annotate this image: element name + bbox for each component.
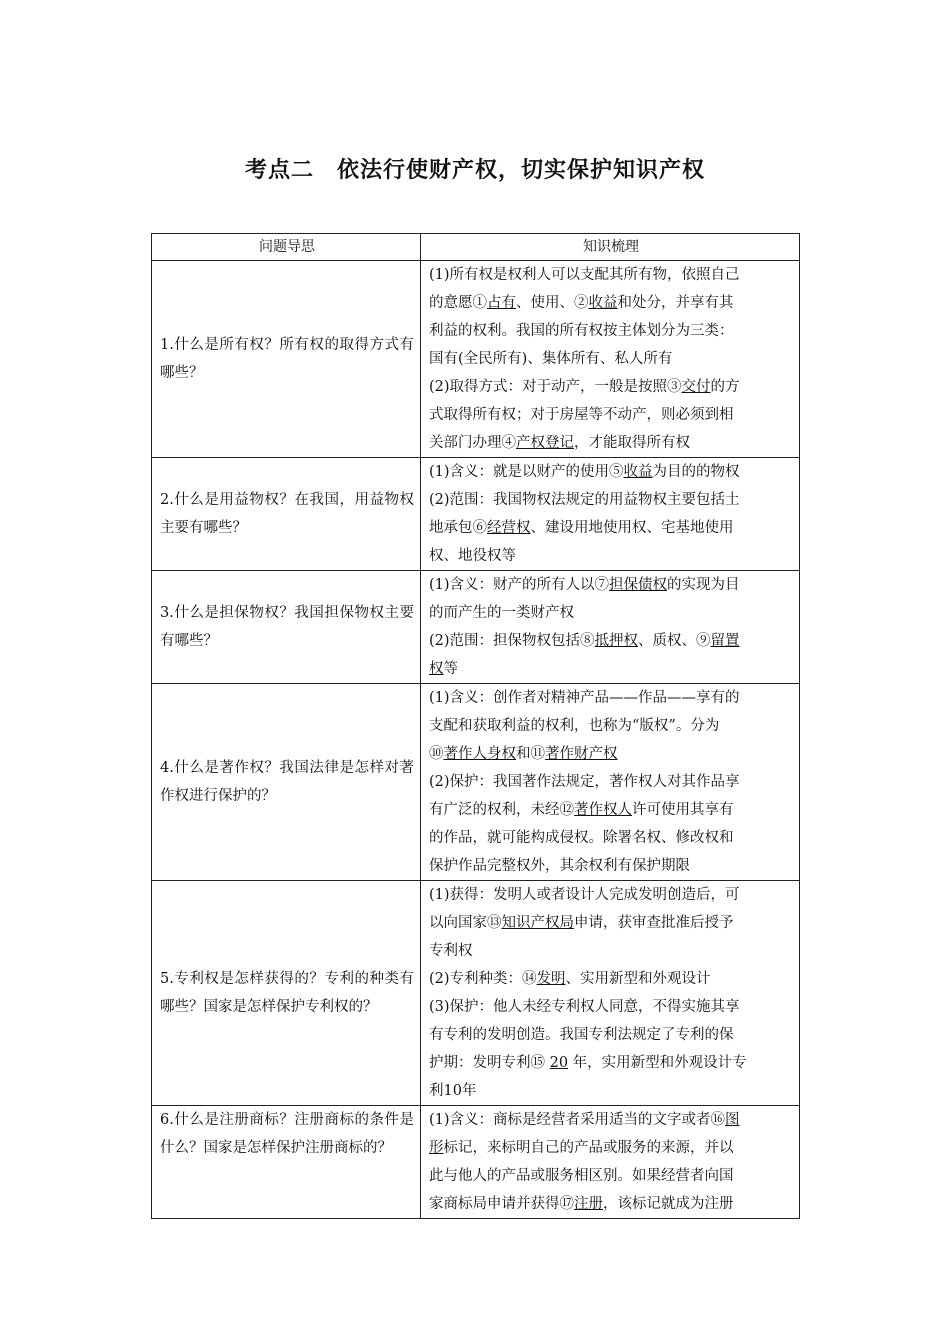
answer-line <box>429 684 793 712</box>
answer-cell <box>421 458 800 571</box>
answer-blank: 知识产权局 <box>501 915 574 931</box>
answer-text: 家商标局申请并获得⑰ <box>429 1196 574 1212</box>
answer-line <box>429 261 793 289</box>
answer-text: 专利权 <box>429 943 473 959</box>
answer-text: (1)含义：商标是经营者采用适当的文字或者⑯ <box>429 1112 726 1128</box>
answer-blank: 形 <box>429 1140 444 1156</box>
answer-text: 和处分，并享有其 <box>617 295 734 311</box>
answer-text: (2)保护：我国著作法规定，著作权人对其作品享 <box>429 774 740 790</box>
answer-text: 有专利的发明创造。我国专利法规定了专利的保 <box>429 1027 734 1043</box>
question-cell: 4.什么是著作权？我国法律是怎样对著作权进行保护的？ <box>152 684 421 881</box>
table-row <box>152 458 800 571</box>
answer-blank: 权 <box>429 661 444 677</box>
answer-line <box>429 289 793 317</box>
question-cell: 2.什么是用益物权？在我国，用益物权主要有哪些？ <box>152 458 421 571</box>
answer-blank: 注册 <box>574 1196 603 1212</box>
answer-line <box>429 458 793 486</box>
answer-text: 利10年 <box>429 1083 477 1099</box>
table-row <box>152 684 800 881</box>
question-cell: 5.专利权是怎样获得的？专利的种类有哪些？国家是怎样保护专利权的？ <box>152 881 421 1106</box>
answer-line <box>429 627 793 655</box>
answer-text: 的实现为目 <box>667 577 740 593</box>
answer-line <box>429 401 793 429</box>
answer-blank: 经营权 <box>487 520 531 536</box>
answer-text: (1)获得：发明人或者设计人完成发明创造后，可 <box>429 887 740 903</box>
answer-text: (1)含义：财产的所有人以⑦ <box>429 577 610 593</box>
answer-blank: 著作财产权 <box>545 746 618 762</box>
answer-cell <box>421 881 800 1106</box>
answer-line <box>429 542 793 570</box>
answer-line <box>429 712 793 740</box>
table-row <box>152 261 800 458</box>
table-header-row <box>152 234 800 261</box>
answer-line <box>429 429 793 457</box>
answer-text: 护期：发明专利⑮ <box>429 1055 550 1071</box>
answer-line <box>429 514 793 542</box>
answer-line <box>429 317 793 345</box>
answer-text: 支配和获取利益的权利，也称为“版权”。分为 <box>429 718 720 734</box>
answer-text: 利益的权利。我国的所有权按主体划分为三类： <box>429 323 734 339</box>
answer-text: 权、地役权等 <box>429 548 516 564</box>
answer-text: 保护作品完整权外，其余权利有保护期限 <box>429 858 690 874</box>
answer-text: 此与他人的产品或服务相区别。如果经营者向国 <box>429 1168 734 1184</box>
answer-text: (2)范围：担保物权包括⑧ <box>429 633 595 649</box>
answer-line <box>429 1134 793 1162</box>
answer-cell <box>421 684 800 881</box>
answer-text: 地承包⑥ <box>429 520 487 536</box>
answer-text: ，才能取得所有权 <box>574 435 690 451</box>
answer-text: 式取得所有权；对于房屋等不动产，则必须到相 <box>429 407 734 423</box>
answer-text: 标记，来标明自己的产品或服务的来源，并以 <box>443 1140 734 1156</box>
answer-text: 、实用新型和外观设计 <box>565 971 711 987</box>
question-cell: 1.什么是所有权？所有权的取得方式有哪些？ <box>152 261 421 458</box>
answer-text: (1)所有权是权利人可以支配其所有物，依照自己 <box>429 267 740 283</box>
table-row <box>152 1106 800 1219</box>
answer-line <box>429 740 793 768</box>
answer-blank: 交付 <box>681 379 711 395</box>
answer-blank: 收益 <box>623 464 653 480</box>
answer-blank: 图 <box>725 1112 740 1128</box>
answer-line <box>429 768 793 796</box>
answer-text: 关部门办理④ <box>429 435 516 451</box>
answer-text: 申请，获审查批准后授予 <box>574 915 734 931</box>
answer-text: 为目的的物权 <box>652 464 740 480</box>
table-row <box>152 881 800 1106</box>
answer-blank: 发明 <box>536 971 566 987</box>
column-header-questions: 问题导思 <box>152 234 421 261</box>
question-cell: 6.什么是注册商标？注册商标的条件是什么？国家是怎样保护注册商标的？ <box>152 1106 421 1219</box>
question-cell: 3.什么是担保物权？我国担保物权主要有哪些？ <box>152 571 421 684</box>
knowledge-table <box>151 233 800 1219</box>
answer-blank: 著作人身权 <box>443 746 516 762</box>
answer-text: 以向国家⑬ <box>429 915 502 931</box>
answer-blank: 占有 <box>487 295 516 311</box>
answer-line <box>429 1077 793 1105</box>
answer-text: 、使用、② <box>516 295 589 311</box>
answer-blank: 收益 <box>588 295 618 311</box>
answer-line <box>429 852 793 880</box>
answer-text: 、质权、⑨ <box>638 633 711 649</box>
answer-line <box>429 1049 793 1077</box>
answer-blank: 留置 <box>710 633 740 649</box>
answer-text: (1)含义：创作者对精神产品——作品——享有的 <box>429 690 740 706</box>
answer-blank: 著作权人 <box>574 802 632 818</box>
answer-line <box>429 373 793 401</box>
answer-text: 的作品，就可能构成侵权。除署名权、修改权和 <box>429 830 734 846</box>
answer-line <box>429 881 793 909</box>
answer-text: 的意愿① <box>429 295 487 311</box>
answer-line <box>429 1190 793 1218</box>
answer-cell <box>421 261 800 458</box>
answer-line <box>429 1162 793 1190</box>
answer-text: ，该标记就成为注册 <box>603 1196 734 1212</box>
answer-text: 和⑪ <box>516 746 545 762</box>
answer-text: (1)含义：就是以财产的使用⑤ <box>429 464 624 480</box>
answer-line <box>429 571 793 599</box>
answer-text: (2)专利种类：⑭ <box>429 971 537 987</box>
answer-text: 、建设用地使用权、宅基地使用 <box>530 520 734 536</box>
answer-text: (2)取得方式：对于动产，一般是按照③ <box>429 379 682 395</box>
answer-cell <box>421 1106 800 1219</box>
answer-cell <box>421 571 800 684</box>
answer-blank: 产权登记 <box>516 435 574 451</box>
answer-line <box>429 345 793 373</box>
answer-text: 国有(全民所有)、集体所有、私人所有 <box>429 351 673 367</box>
answer-text: (3)保护：他人未经专利权人同意，不得实施其享 <box>429 999 740 1015</box>
answer-blank: 担保债权 <box>609 577 668 593</box>
answer-text: 许可使用其享有 <box>632 802 734 818</box>
answer-line <box>429 655 793 683</box>
answer-text: ⑩ <box>429 746 444 762</box>
answer-text: (2)范围：我国物权法规定的用益物权主要包括土 <box>429 492 740 508</box>
answer-line <box>429 486 793 514</box>
table-row <box>152 571 800 684</box>
answer-line <box>429 993 793 1021</box>
answer-blank: 抵押权 <box>594 633 639 649</box>
answer-text: 年，实用新型和外观设计专 <box>568 1055 747 1071</box>
answer-text: 等 <box>443 661 458 677</box>
answer-line <box>429 824 793 852</box>
answer-text: 的而产生的一类财产权 <box>429 605 574 621</box>
answer-line <box>429 599 793 627</box>
answer-blank: 20 <box>549 1055 569 1071</box>
answer-text: 有广泛的权利，未经⑫ <box>429 802 574 818</box>
column-header-knowledge: 知识梳理 <box>421 234 800 261</box>
answer-line <box>429 1021 793 1049</box>
answer-line <box>429 965 793 993</box>
answer-line <box>429 937 793 965</box>
answer-text: 的方 <box>710 379 740 395</box>
page-title: 考点二 依法行使财产权，切实保护知识产权 <box>244 158 705 183</box>
answer-line <box>429 909 793 937</box>
answer-line <box>429 1106 793 1134</box>
answer-line <box>429 796 793 824</box>
